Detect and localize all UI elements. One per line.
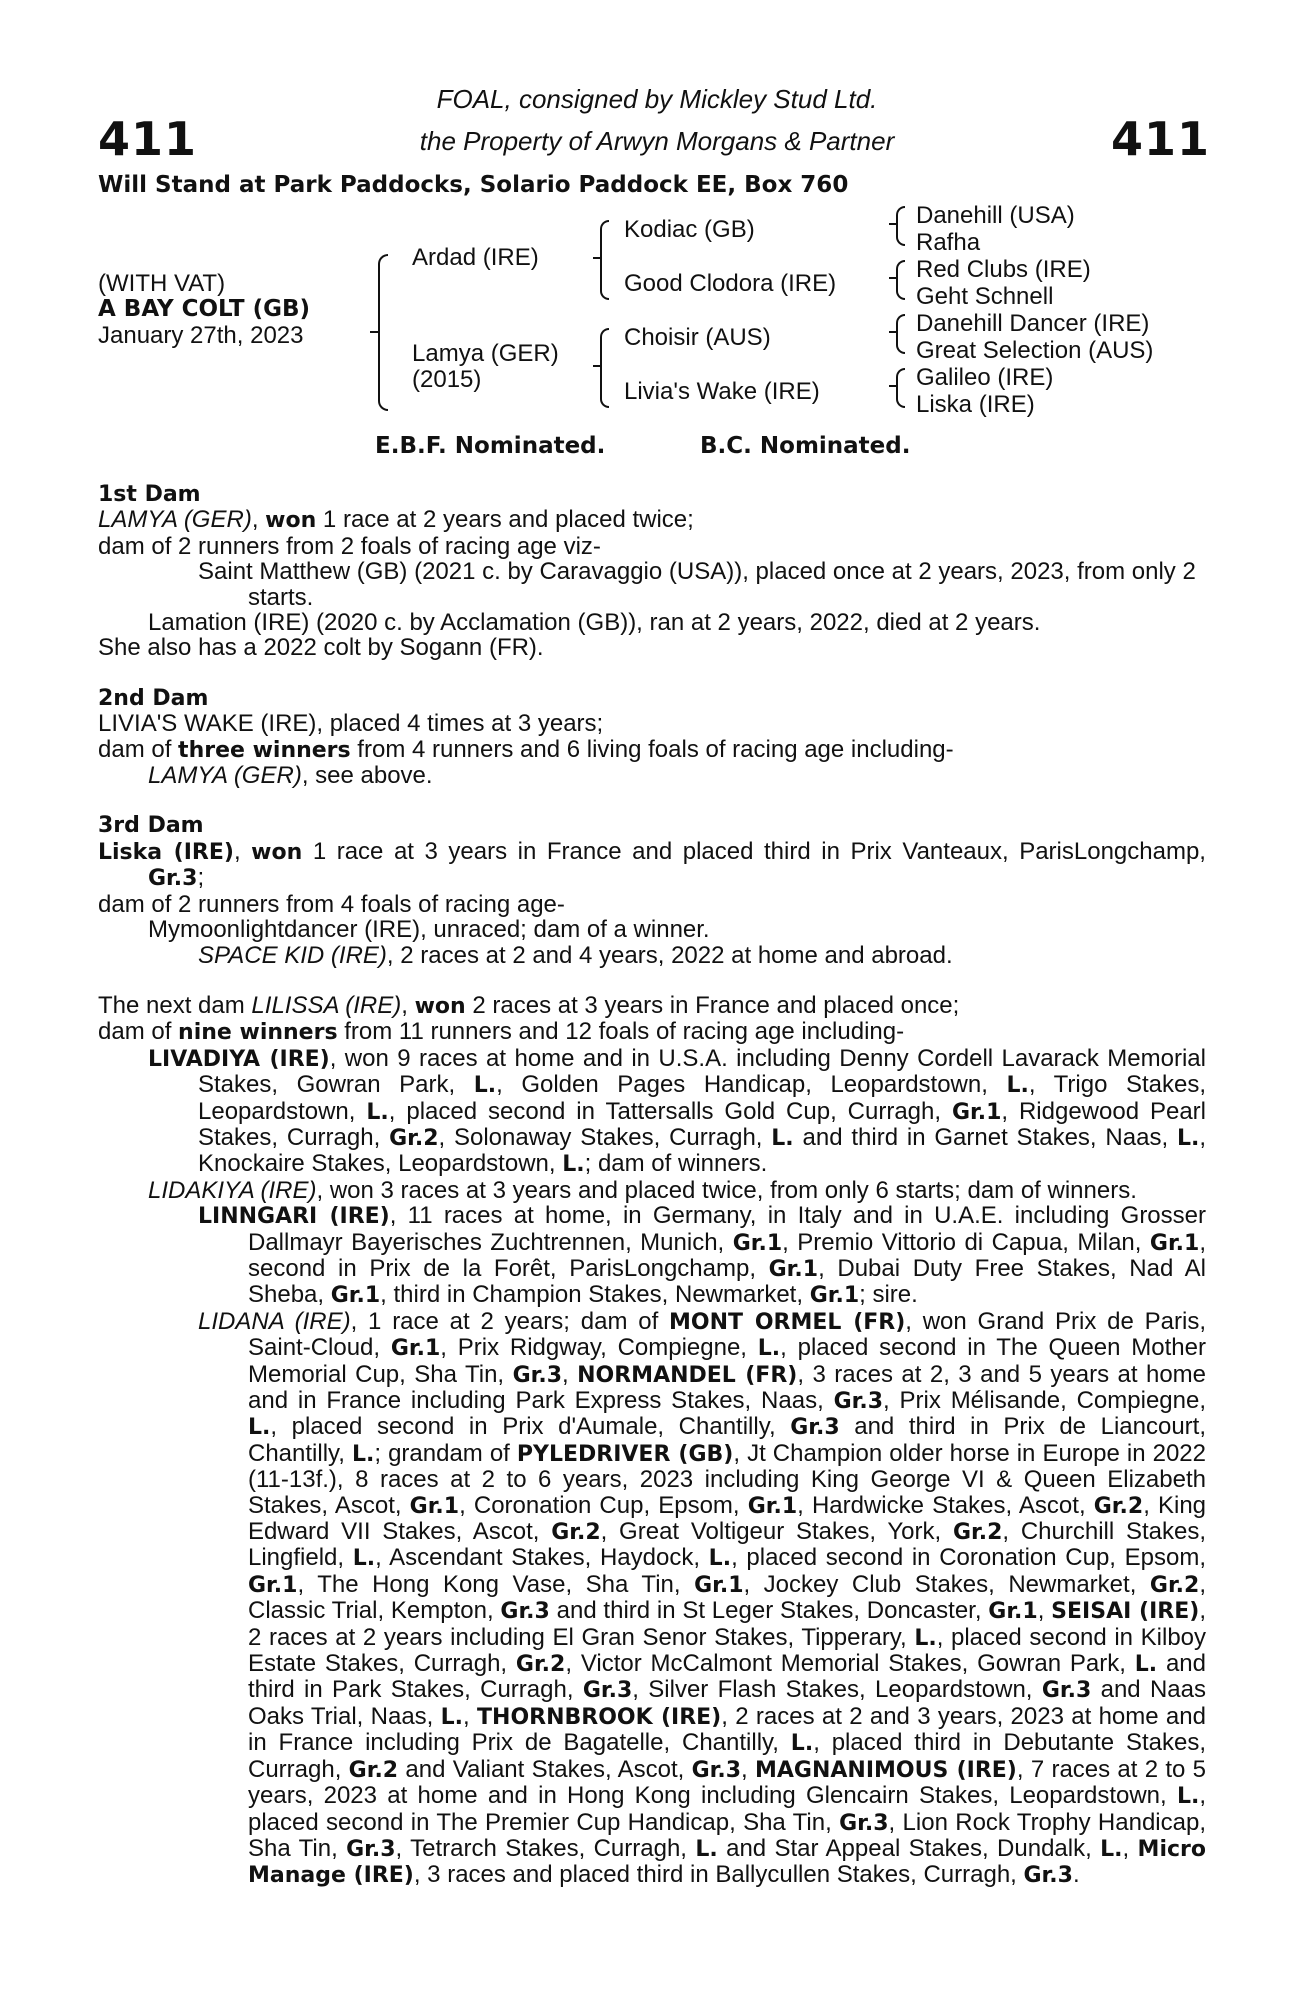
text-run: , Hardwicke Stakes, Ascot, (797, 1491, 1094, 1519)
pedigree-dam-dam: Livia's Wake (IRE) (624, 378, 820, 405)
produce-mymoonlightdancer: Mymoonlightdancer (IRE), unraced; dam of a winner. (148, 916, 710, 944)
bold-text-run: L. (473, 1073, 497, 1099)
pedigree-brace-g3-3 (896, 314, 905, 354)
pedigree-brace-g3-1 (896, 206, 905, 246)
bold-text-run: three winners (178, 737, 351, 763)
text-run: and Star Appeal Stakes, Dundalk, (717, 1834, 1101, 1862)
first-dam-produce-intro: dam of 2 runners from 2 foals of racing age viz- (98, 532, 601, 560)
pedigree-brace-notch (889, 331, 897, 333)
text-run: , Golden Pages Handicap, Leopardstown, (496, 1071, 1007, 1099)
bold-text-run: Gr.2 (515, 1652, 566, 1678)
bold-text-run: Gr.3 (512, 1362, 562, 1388)
text-run: , Churchill Stakes, Lingfield, (248, 1518, 1207, 1572)
bold-text-run: Gr.3 (582, 1678, 633, 1704)
text-run: , placed second in Prix d'Aumale, Chantilly, (270, 1413, 791, 1441)
bold-text-run: L. (914, 1625, 937, 1651)
text-run: , (401, 991, 415, 1019)
pedigree-brace-notch (593, 365, 601, 367)
bold-text-run: Gr.1 (248, 1572, 298, 1598)
vat-label: (WITH VAT) (98, 270, 226, 297)
second-dam-summary: LIVIA'S WAKE (IRE), placed 4 times at 3 years; (98, 710, 604, 738)
second-dam-heading: 2nd Dam (98, 685, 209, 711)
text-run: , see above. (301, 762, 433, 790)
produce-saint-matthew: Saint Matthew (GB) (2021 c. by Caravaggio (USA)), placed once at 2 years, 2023, from only 2 starts. (198, 558, 1196, 611)
bold-text-run: Gr.1 (732, 1230, 783, 1256)
text-run: , won Grand Prix de Paris, Saint-Cloud, (248, 1307, 1206, 1362)
bold-text-run: Gr.1 (768, 1256, 819, 1282)
text-run: , Ridgewood Pearl Stakes, Curragh, (198, 1097, 1207, 1151)
bold-text-run: L. (440, 1704, 464, 1730)
text-run: , Solonaway Stakes, Curragh, (438, 1123, 772, 1151)
text-run: , Prix Ridgway, Compiegne, (440, 1334, 758, 1362)
text-run: , Classic Trial, Kempton, (248, 1570, 1206, 1625)
bold-text-run: L. (771, 1125, 794, 1151)
pedigree-brace-g3-4 (896, 368, 905, 408)
bold-text-run: Gr.2 (389, 1125, 439, 1151)
pedigree-gen3-8: Liska (IRE) (916, 391, 1035, 418)
produce-linngari (98, 1203, 1206, 1309)
text-run: , placed third in Debutante Stakes, Curragh, (248, 1729, 1207, 1783)
text-run: , placed second in Coronation Cup, Epsom, (731, 1544, 1207, 1572)
italic-text-run: LILISSA (IRE) (251, 991, 402, 1019)
text-run: , Premio Vittorio di Capua, Milan, (782, 1228, 1150, 1256)
italic-text-run: LAMYA (GER) (148, 762, 302, 790)
lot-number-right: 411 (1110, 112, 1210, 166)
bold-text-run: L. (562, 1152, 585, 1178)
property-line: the Property of Arwyn Morgans & Partner (419, 126, 895, 156)
bc-nomination: B.C. Nominated. (700, 433, 911, 459)
text-run: , The Hong Kong Vase, Sha Tin, (297, 1570, 695, 1598)
text-run: , second in Prix de la Forêt, ParisLongchamp, (248, 1228, 1207, 1282)
text-run: , Coronation Cup, Epsom, (459, 1491, 748, 1519)
text-run: ; (197, 864, 205, 892)
text-run: , 2 races at 2 years including El Gran Senor Stakes, Tipperary, (248, 1597, 1206, 1651)
bold-text-run: won (414, 993, 466, 1019)
text-run: ; dam of winners. (584, 1150, 768, 1178)
bold-text-run: Gr.1 (1149, 1230, 1200, 1256)
foaling-date: January 27th, 2023 (98, 322, 304, 349)
produce-lidana (98, 1309, 1206, 1889)
text-run: dam of (98, 1018, 179, 1046)
bold-text-run: Gr.1 (694, 1572, 744, 1598)
produce-space-kid (98, 943, 1206, 968)
text-run: , placed second in Tattersalls Gold Cup, Curragh, (388, 1097, 952, 1125)
text-run: and Valiant Stakes, Ascot, (398, 1755, 692, 1783)
text-run: , placed second in The Queen Mother Memorial Cup, Sha Tin, (248, 1334, 1206, 1388)
bold-text-run: Gr.3 (346, 1836, 396, 1862)
bold-text-run: won (251, 839, 303, 865)
text-run: , Trigo Stakes, Leopardstown, (198, 1071, 1206, 1125)
bold-text-run: L. (1134, 1652, 1158, 1678)
bold-text-run: L. (366, 1099, 389, 1125)
first-dam-foal-note: She also has a 2022 colt by Sogann (FR). (98, 634, 544, 662)
consignor-line: FOAL, consigned by Mickley Stud Ltd. (436, 84, 878, 114)
text-run: , Knockaire Stakes, Leopardstown, (198, 1123, 1206, 1178)
text-run: , (562, 1360, 578, 1388)
text-run: The next dam (98, 991, 252, 1019)
pedigree-brace-notch (889, 385, 897, 387)
second-dam-produce-intro (98, 737, 1206, 763)
text-run: , Tetrarch Stakes, Curragh, (395, 1834, 696, 1862)
text-run: and Naas Oaks Trial, Naas, (248, 1676, 1206, 1730)
pedigree-brace-sire (600, 220, 609, 300)
lot-number-left: 411 (98, 112, 198, 166)
text-run: , 1 race at 2 years; dam of (350, 1307, 670, 1335)
text-run: , 2 races at 2 and 4 years, 2022 at home and abroad. (386, 941, 953, 969)
bold-text-run: Gr.1 (747, 1493, 798, 1519)
third-dam-summary (98, 839, 1206, 892)
pedigree-dam: Lamya (GER) (412, 340, 559, 367)
bold-text-run: Gr.3 (1041, 1678, 1092, 1704)
text-run: , Lion Rock Trophy Handicap, Sha Tin, (248, 1808, 1206, 1862)
text-run: , (233, 837, 252, 865)
text-run: , Victor McCalmont Memorial Stakes, Gowran Park, (565, 1650, 1135, 1678)
italic-text-run: SPACE KID (IRE) (198, 941, 387, 969)
bold-text-run: L. (1176, 1125, 1200, 1151)
text-run: , 2 races at 2 and 3 years, 2023 at home and in France including Prix de Bagatelle, Chantilly, (248, 1702, 1206, 1757)
text-run: dam of (98, 735, 179, 763)
first-dam-heading: 1st Dam (98, 482, 201, 507)
bold-text-run: L. (1100, 1836, 1123, 1862)
next-dam-summary (98, 993, 1206, 1019)
text-run: 1 race at 2 years and placed twice; (316, 506, 694, 534)
text-run: , placed second in The Premier Cup Handicap, Sha Tin, (248, 1782, 1206, 1836)
pedigree-gen3-6: Great Selection (AUS) (916, 337, 1154, 364)
bold-text-run: NORMANDEL (FR) (577, 1362, 798, 1388)
bold-text-run: nine winners (178, 1020, 338, 1046)
text-run: , 7 races at 2 to 5 years, 2023 at home and in Hong Kong including Glencairn Stakes, Leopardstown, (248, 1755, 1207, 1810)
pedigree-dam-sire: Choisir (AUS) (624, 324, 771, 351)
text-run: ; sire. (859, 1281, 918, 1309)
text-run: , 3 races at 2, 3 and 5 years at home and in France including Park Express Stakes, Naas, (248, 1360, 1207, 1414)
text-run: , (463, 1702, 478, 1730)
pedigree-brace-dam (600, 328, 609, 408)
text-run: , Silver Flash Stakes, Leopardstown, (632, 1676, 1042, 1704)
bold-text-run: Gr.1 (951, 1099, 1002, 1125)
bold-text-run: Gr.1 (809, 1283, 860, 1309)
text-run: . (1072, 1861, 1080, 1889)
text-run: , 11 races at home, in Germany, in Italy and in U.A.E. including Grosser Dallmayr Bayerisches Zuchtrennen, Munich, (248, 1202, 1206, 1256)
bold-text-run: L. (1176, 1784, 1200, 1810)
text-run: and third in Garnet Stakes, Naas, (793, 1123, 1177, 1151)
bold-text-run: L. (757, 1336, 781, 1362)
bold-text-run: Gr.2 (348, 1757, 399, 1783)
pedigree-gen3-3: Red Clubs (IRE) (916, 256, 1091, 283)
bold-text-run: L. (695, 1836, 718, 1862)
pedigree-brace-notch (593, 257, 601, 259)
bold-text-run: Gr.2 (551, 1520, 601, 1546)
catalogue-body (98, 482, 1206, 1889)
text-run: and third in St Leger Stakes, Doncaster, (549, 1597, 989, 1625)
text-run: , third in Champion Stakes, Newmarket, (380, 1281, 810, 1309)
bold-text-run: SEISAI (IRE) (1051, 1599, 1200, 1625)
text-run: , Jockey Club Stakes, Newmarket, (743, 1570, 1150, 1598)
text-run: , Prix Mélisande, Compiegne, (883, 1387, 1206, 1414)
text-run: , (251, 506, 266, 534)
italic-text-run: LIDANA (IRE) (198, 1307, 351, 1335)
bold-text-run: L. (790, 1731, 814, 1757)
bold-text-run: THORNBROOK (IRE) (477, 1704, 722, 1730)
ebf-nomination: E.B.F. Nominated. (375, 433, 606, 459)
bold-text-run: Gr.3 (833, 1389, 884, 1414)
bold-text-run: LIVADIYA (IRE) (148, 1046, 330, 1072)
text-run: , Great Voltigeur Stakes, York, (600, 1518, 953, 1546)
bold-text-run: Gr.3 (691, 1757, 742, 1783)
bold-text-run: Gr.3 (148, 866, 198, 892)
bold-text-run: Gr.1 (330, 1283, 381, 1309)
bold-text-run: L. (352, 1546, 376, 1572)
pedigree-brace-notch (370, 331, 378, 333)
bold-text-run: Gr.2 (952, 1520, 1003, 1546)
produce-livadiya (98, 1046, 1206, 1178)
text-run: from 11 runners and 12 foals of racing age including- (337, 1018, 905, 1046)
bold-text-run: MONT ORMEL (FR) (669, 1309, 906, 1335)
text-run: , placed second in Kilboy Estate Stakes, Curragh, (248, 1623, 1207, 1678)
bold-text-run: won (265, 508, 317, 534)
text-run: , Dubai Duty Free Stakes, Nad Al Sheba, (248, 1254, 1206, 1309)
bold-text-run: L. (1006, 1073, 1029, 1099)
bold-text-run: Gr.3 (1023, 1863, 1073, 1889)
third-dam-produce-intro: dam of 2 runners from 4 foals of racing age- (98, 890, 565, 918)
pedigree-gen3-2: Rafha (916, 229, 981, 256)
pedigree-gen3-7: Galileo (IRE) (916, 364, 1054, 391)
produce-lamation: Lamation (IRE) (2020 c. by Acclamation (GB)), ran at 2 years, 2022, died at 2 years. (148, 609, 1041, 637)
horse-name: A BAY COLT (GB) (98, 296, 311, 322)
pedigree-sire-sire: Kodiac (GB) (624, 216, 755, 243)
bold-text-run: Gr.2 (1093, 1493, 1144, 1519)
pedigree-dam-year: (2015) (412, 366, 482, 393)
pedigree-sire-dam: Good Clodora (IRE) (624, 270, 837, 297)
bold-text-run: LINNGARI (IRE) (198, 1204, 390, 1230)
pedigree-gen3-5: Danehill Dancer (IRE) (916, 310, 1150, 337)
bold-text-run: Gr.1 (988, 1599, 1038, 1625)
produce-lidakiya (98, 1178, 1206, 1203)
bold-text-run: L. (248, 1415, 271, 1441)
bold-text-run: Gr.1 (409, 1493, 460, 1519)
text-run: and third in Prix de Liancourt, Chantilly, (248, 1413, 1207, 1467)
text-run: 1 race at 3 years in France and placed third in Prix Vanteaux, ParisLongchamp, (302, 837, 1206, 865)
pedigree-brace-g3-2 (896, 260, 905, 300)
third-dam-heading: 3rd Dam (98, 813, 204, 839)
text-run: , Jt Champion older horse in Europe in 2022 (11-13f.), 8 races at 2 to 6 years, 2023 including King George VI & Queen Elizabeth Stakes, Ascot, (248, 1439, 1206, 1519)
bold-text-run: PYLEDRIVER (GB) (516, 1441, 734, 1467)
pedigree-gen3-4: Geht Schnell (916, 283, 1054, 310)
bold-text-run: Micro Manage (IRE) (248, 1836, 1206, 1889)
pedigree-sire: Ardad (IRE) (412, 244, 539, 271)
bold-text-run: L. (351, 1441, 375, 1467)
text-run: , (1122, 1834, 1138, 1862)
text-run: and third in Park Stakes, Curragh, (248, 1650, 1206, 1704)
first-dam-summary (98, 507, 1206, 533)
bold-text-run: MAGNANIMOUS (IRE) (755, 1757, 1017, 1783)
text-run: 2 races at 3 years in France and placed once; (465, 991, 960, 1019)
italic-text-run: LIDAKIYA (IRE) (148, 1176, 317, 1204)
italic-text-run: LAMYA (GER) (98, 506, 252, 534)
pedigree-gen3-1: Danehill (USA) (916, 202, 1075, 229)
text-run: , Ascendant Stakes, Haydock, (375, 1544, 709, 1572)
text-run: , won 3 races at 3 years and placed twice, from only 6 starts; dam of winners. (316, 1176, 1137, 1204)
bold-text-run: Gr.3 (500, 1599, 550, 1625)
bold-text-run: Gr.1 (390, 1336, 441, 1362)
text-run: , King Edward VII Stakes, Ascot, (248, 1491, 1207, 1546)
text-run: ; grandam of (374, 1439, 517, 1467)
next-dam-produce-intro (98, 1019, 1206, 1045)
pedigree-brace-notch (889, 277, 897, 279)
bold-text-run: Liska (IRE) (98, 839, 234, 865)
pedigree-brace-notch (889, 223, 897, 225)
bold-text-run: Gr.3 (790, 1415, 840, 1441)
stand-location: Will Stand at Park Paddocks, Solario Paddock EE, Box 760 (98, 172, 849, 198)
text-run: , 3 races and placed third in Ballycullen Stakes, Curragh, (413, 1861, 1024, 1889)
text-run: from 4 runners and 6 living foals of racing age including- (350, 735, 954, 763)
text-run: , (741, 1755, 755, 1783)
bold-text-run: Gr.3 (839, 1810, 889, 1836)
produce-lamya (98, 763, 1206, 788)
text-run: , (1037, 1597, 1052, 1625)
bold-text-run: Gr.2 (1149, 1572, 1200, 1598)
pedigree-brace-gen1 (378, 254, 388, 411)
bold-text-run: L. (708, 1546, 732, 1572)
text-run: , won 9 races at home and in U.S.A. including Denny Cordell Lavarack Memorial Stakes, Gowran Park, (198, 1044, 1206, 1099)
